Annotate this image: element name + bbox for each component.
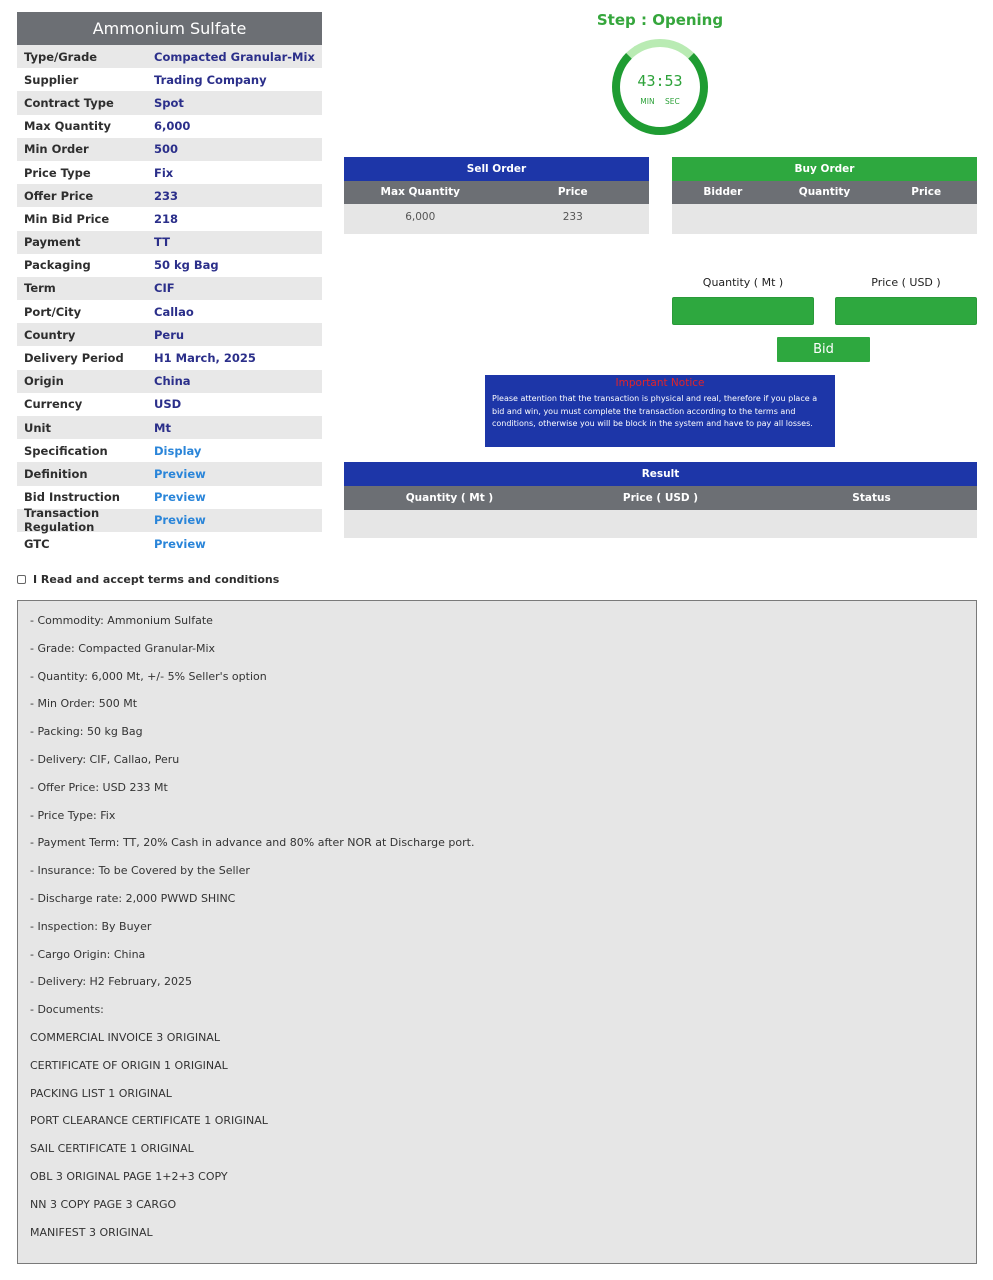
spec-row bbox=[17, 184, 322, 207]
spec-row bbox=[17, 486, 322, 509]
spec-link[interactable]: Display bbox=[154, 443, 202, 458]
spec-row bbox=[17, 346, 322, 369]
col-max-quantity: Max Quantity bbox=[380, 186, 460, 198]
spec-label: Country bbox=[24, 327, 76, 342]
detail-line: - Insurance: To be Covered by the Seller bbox=[30, 864, 250, 878]
detail-line: OBL 3 ORIGINAL PAGE 1+2+3 COPY bbox=[30, 1169, 228, 1183]
spec-value: Compacted Granular-Mix bbox=[154, 49, 315, 64]
spec-label: Specification bbox=[24, 443, 108, 458]
detail-line: - Offer Price: USD 233 Mt bbox=[30, 780, 168, 794]
spec-row bbox=[17, 68, 322, 91]
spec-label: Min Bid Price bbox=[24, 211, 110, 226]
spec-label: Supplier bbox=[24, 72, 79, 87]
spec-link[interactable]: Preview bbox=[154, 490, 206, 505]
notice-text: Please attention that the transaction is physical and real, therefore if you place a bid and win, you must complete the transaction according to the terms and conditions, otherwise you will be block in the system and have to pay all losses. bbox=[492, 394, 818, 428]
timer-min-label: MIN bbox=[640, 97, 655, 106]
spec-value: 233 bbox=[154, 188, 179, 203]
col-price: Price bbox=[911, 186, 942, 198]
sell-order-title: Sell Order bbox=[344, 157, 649, 181]
spec-label: Definition bbox=[24, 466, 88, 481]
spec-value: Trading Company bbox=[154, 72, 267, 87]
detail-line: CERTIFICATE OF ORIGIN 1 ORIGINAL bbox=[30, 1058, 228, 1072]
bid-button[interactable]: Bid bbox=[777, 337, 870, 362]
spec-label: Packaging bbox=[24, 258, 91, 273]
spec-value: CIF bbox=[154, 281, 175, 296]
buy-order-table bbox=[672, 157, 977, 234]
spec-label: Transaction Regulation bbox=[24, 506, 100, 535]
spec-value: Fix bbox=[154, 165, 174, 180]
spec-link[interactable]: Preview bbox=[154, 536, 206, 551]
spec-value: H1 March, 2025 bbox=[154, 351, 256, 366]
spec-label: Currency bbox=[24, 397, 83, 412]
spec-value: 218 bbox=[154, 211, 179, 226]
table-row bbox=[344, 204, 649, 234]
timer-units bbox=[620, 97, 700, 106]
detail-line: - Cargo Origin: China bbox=[30, 947, 146, 961]
spec-table bbox=[17, 12, 322, 555]
detail-line: - Commodity: Ammonium Sulfate bbox=[30, 614, 213, 627]
detail-line: MANIFEST 3 ORIGINAL bbox=[30, 1225, 153, 1239]
detail-line: - Quantity: 6,000 Mt, +/- 5% Seller's option bbox=[30, 669, 267, 683]
spec-label: Contract Type bbox=[24, 95, 114, 110]
timer-sec-label: SEC bbox=[664, 97, 680, 106]
notice-title: Important Notice bbox=[615, 377, 705, 389]
spec-label: Bid Instruction bbox=[24, 490, 120, 505]
spec-row bbox=[17, 506, 322, 535]
spec-link[interactable]: Preview bbox=[154, 466, 206, 481]
spec-label: Min Order bbox=[24, 142, 89, 157]
spec-row bbox=[17, 115, 322, 138]
spec-row bbox=[17, 138, 322, 161]
col-status: Status bbox=[852, 492, 891, 504]
spec-row bbox=[17, 45, 322, 68]
spec-row bbox=[17, 277, 322, 300]
spec-row bbox=[17, 300, 322, 323]
spec-label: Price Type bbox=[24, 165, 91, 180]
detail-line: NN 3 COPY PAGE 3 CARGO bbox=[30, 1197, 177, 1211]
timer-time: 43:53 bbox=[637, 72, 683, 90]
spec-row bbox=[17, 532, 322, 555]
spec-value: USD bbox=[154, 397, 182, 412]
buy-order-title: Buy Order bbox=[672, 157, 977, 181]
spec-row bbox=[17, 254, 322, 277]
col-quantity: Quantity bbox=[798, 186, 851, 198]
detail-line: - Price Type: Fix bbox=[30, 808, 116, 822]
spec-value: Callao bbox=[154, 304, 194, 319]
spec-label: Term bbox=[24, 281, 56, 296]
sell-order-header bbox=[344, 181, 649, 204]
price-label: Price ( USD ) bbox=[871, 276, 941, 289]
result-title: Result bbox=[344, 462, 977, 486]
spec-value: 6,000 bbox=[154, 119, 191, 134]
buy-order-body bbox=[672, 204, 977, 234]
spec-row bbox=[17, 370, 322, 393]
detail-line: - Delivery: H2 February, 2025 bbox=[30, 975, 193, 989]
spec-row bbox=[17, 393, 322, 416]
sell-max-quantity: 6,000 bbox=[405, 211, 436, 223]
spec-row bbox=[17, 416, 322, 439]
detail-line: - Discharge rate: 2,000 PWWD SHINC bbox=[30, 891, 236, 905]
spec-link[interactable]: Preview bbox=[154, 513, 206, 528]
spec-value: Mt bbox=[154, 420, 171, 435]
spec-row bbox=[17, 91, 322, 114]
spec-label: GTC bbox=[24, 536, 50, 551]
spec-label: Port/City bbox=[24, 304, 82, 319]
detail-line: - Delivery: CIF, Callao, Peru bbox=[30, 752, 180, 766]
spec-value: 500 bbox=[154, 142, 179, 157]
product-title: Ammonium Sulfate bbox=[17, 12, 322, 45]
spec-label: Delivery Period bbox=[24, 351, 124, 366]
detail-line: PORT CLEARANCE CERTIFICATE 1 ORIGINAL bbox=[30, 1114, 268, 1128]
detail-line: - Grade: Compacted Granular-Mix bbox=[30, 641, 216, 655]
detail-line: - Payment Term: TT, 20% Cash in advance and 80% after NOR at Discharge port. bbox=[30, 836, 475, 850]
detail-line: COMMERCIAL INVOICE 3 ORIGINAL bbox=[30, 1030, 220, 1044]
spec-label: Origin bbox=[24, 374, 64, 389]
result-table bbox=[344, 462, 977, 538]
quantity-input[interactable] bbox=[672, 297, 814, 325]
detail-line: - Packing: 50 kg Bag bbox=[30, 725, 143, 739]
col-bidder: Bidder bbox=[703, 186, 743, 198]
terms-checkbox[interactable] bbox=[17, 575, 26, 584]
col-price: Price ( USD ) bbox=[622, 492, 699, 504]
spec-label: Offer Price bbox=[24, 188, 94, 203]
countdown-timer bbox=[612, 39, 708, 135]
contract-details-panel bbox=[17, 600, 977, 1264]
spec-label: Max Quantity bbox=[24, 119, 111, 134]
sell-order-table bbox=[344, 157, 649, 234]
price-input[interactable] bbox=[835, 297, 977, 325]
spec-value: Spot bbox=[154, 95, 184, 110]
sell-price: 233 bbox=[562, 211, 583, 223]
col-price: Price bbox=[557, 186, 588, 198]
buy-order-header bbox=[672, 181, 977, 204]
spec-value: TT bbox=[154, 235, 170, 250]
spec-row bbox=[17, 207, 322, 230]
spec-value: 50 kg Bag bbox=[154, 258, 219, 273]
col-quantity: Quantity ( Mt ) bbox=[405, 492, 494, 504]
spec-label: Payment bbox=[24, 235, 81, 250]
detail-line: - Inspection: By Buyer bbox=[30, 919, 152, 933]
step-status: Step : Opening bbox=[596, 11, 724, 29]
spec-label: Type/Grade bbox=[24, 49, 98, 64]
spec-value: Peru bbox=[154, 327, 185, 342]
spec-label: Unit bbox=[24, 420, 51, 435]
spec-row bbox=[17, 439, 322, 462]
quantity-label: Quantity ( Mt ) bbox=[702, 276, 784, 289]
spec-row bbox=[17, 323, 322, 346]
spec-row bbox=[17, 462, 322, 485]
detail-line: - Min Order: 500 Mt bbox=[30, 697, 138, 711]
spec-value: China bbox=[154, 374, 191, 389]
important-notice bbox=[485, 375, 835, 447]
spec-row bbox=[17, 161, 322, 184]
detail-line: SAIL CERTIFICATE 1 ORIGINAL bbox=[30, 1142, 194, 1156]
terms-row bbox=[17, 573, 279, 586]
detail-line: PACKING LIST 1 ORIGINAL bbox=[30, 1086, 172, 1100]
result-body bbox=[344, 510, 977, 538]
terms-label[interactable]: I Read and accept terms and conditions bbox=[33, 573, 280, 586]
spec-row bbox=[17, 231, 322, 254]
result-header bbox=[344, 486, 977, 510]
detail-line: - Documents: bbox=[30, 1003, 104, 1017]
